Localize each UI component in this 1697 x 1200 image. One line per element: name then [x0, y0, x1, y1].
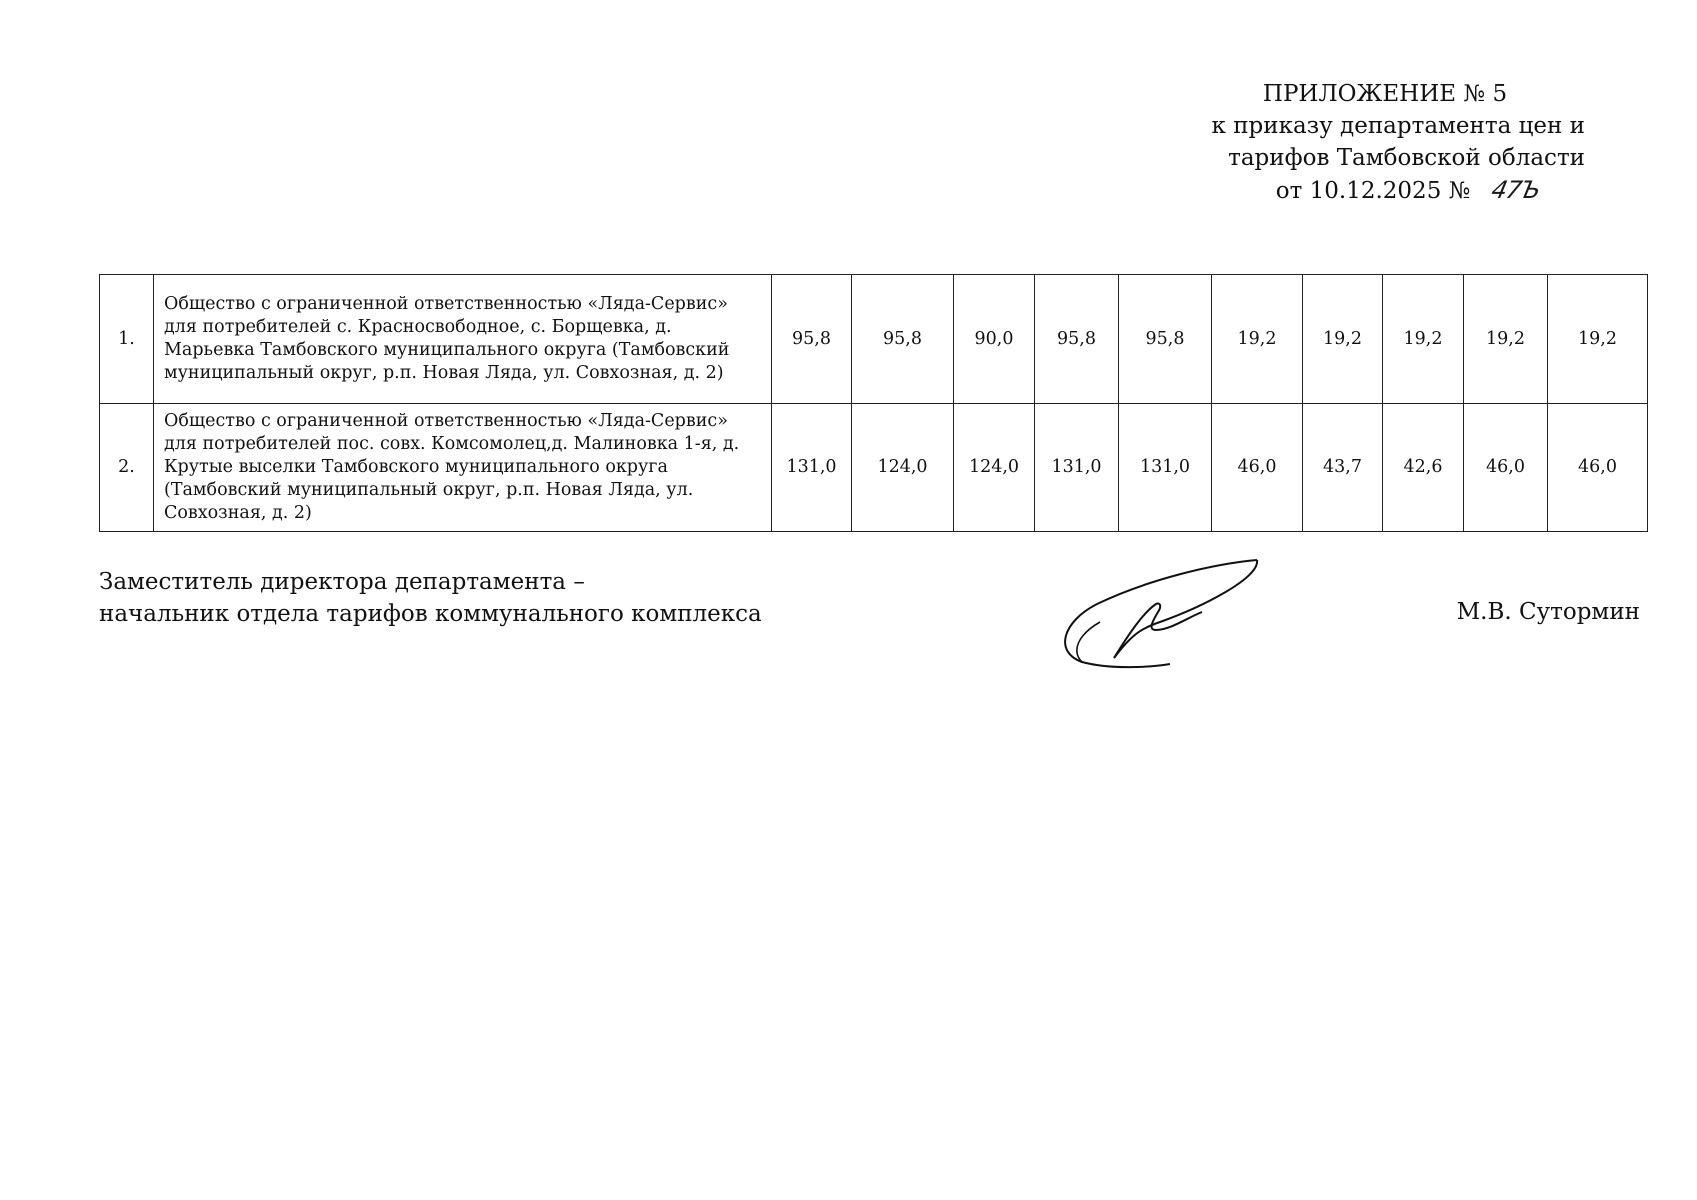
order-date-line [1165, 174, 1585, 207]
order-reference-line-2: тарифов Тамбовской области [1228, 145, 1585, 171]
value-cell: 19,2 [1303, 275, 1383, 404]
position-line-1: Заместитель директора департамента – [99, 569, 585, 595]
row-index: 2. [100, 404, 154, 532]
organization-name: Общество с ограниченной ответственностью «Ляда-Сервис» для потребителей пос. совх. Комсомолец,д. Малиновка 1-я, д. Крутые выселки Тамбовского муниципального округа (Тамбовский муниципальный округ, р.п. Новая Ляда, ул. Совхозная, д. 2) [154, 404, 772, 532]
tariff-table [99, 274, 1648, 532]
value-cell: 19,2 [1383, 275, 1464, 404]
appendix-title: ПРИЛОЖЕНИЕ № 5 [1262, 81, 1508, 107]
value-cell: 46,0 [1212, 404, 1303, 532]
value-cell: 131,0 [1119, 404, 1212, 532]
value-cell: 19,2 [1548, 275, 1648, 404]
value-cell: 95,8 [1119, 275, 1212, 404]
value-cell: 46,0 [1464, 404, 1548, 532]
value-cell: 19,2 [1464, 275, 1548, 404]
handwritten-order-number: 47Ъ [1488, 176, 1543, 204]
signatory-position [99, 566, 762, 630]
value-cell: 124,0 [852, 404, 954, 532]
value-cell: 131,0 [1035, 404, 1119, 532]
signer-name: М.В. Сутормин [1456, 599, 1640, 625]
value-cell: 124,0 [954, 404, 1035, 532]
row-index: 1. [100, 275, 154, 404]
value-cell: 42,6 [1383, 404, 1464, 532]
value-cell: 95,8 [852, 275, 954, 404]
value-cell: 43,7 [1303, 404, 1383, 532]
appendix-header [1165, 78, 1585, 207]
value-cell: 95,8 [772, 275, 852, 404]
value-cell: 46,0 [1548, 404, 1648, 532]
table-row [100, 275, 1648, 404]
order-reference-line-1: к приказу департамента цен и [1211, 113, 1585, 139]
handwritten-signature [1052, 552, 1272, 670]
value-cell: 131,0 [772, 404, 852, 532]
value-cell: 95,8 [1035, 275, 1119, 404]
organization-name: Общество с ограниченной ответственностью «Ляда-Сервис» для потребителей с. Красносвободное, с. Борщевка, д. Марьевка Тамбовского муниципального округа (Тамбовский муниципальный округ, р.п. Новая Ляда, ул. Совхозная, д. 2) [154, 275, 772, 404]
order-date: от 10.12.2025 № [1275, 178, 1471, 204]
position-line-2: начальник отдела тарифов коммунального комплекса [99, 601, 762, 627]
value-cell: 19,2 [1212, 275, 1303, 404]
table-row [100, 404, 1648, 532]
value-cell: 90,0 [954, 275, 1035, 404]
